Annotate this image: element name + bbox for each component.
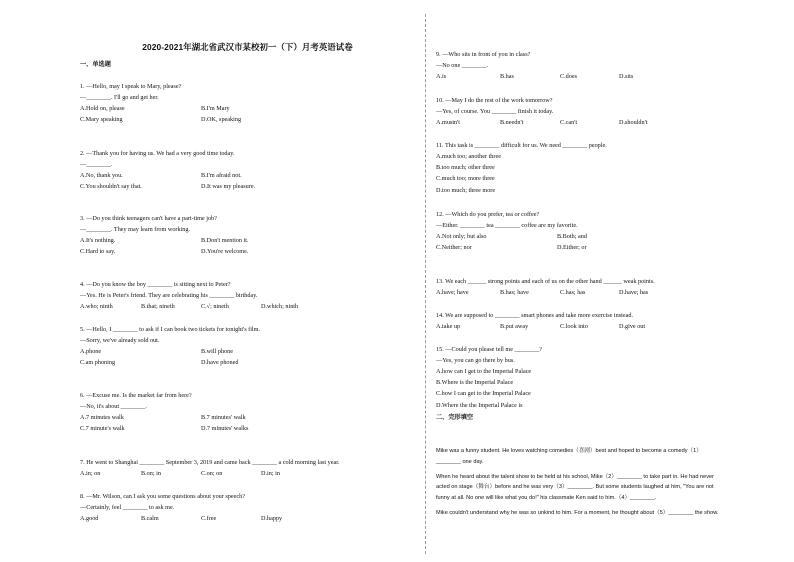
question-stem: 4. —Do you know the boy ________ is sitting next to Peter?: [80, 281, 231, 288]
options-row: [80, 170, 415, 181]
option-d[interactable]: D.It was my pleasure.: [201, 183, 256, 190]
options-row: [80, 181, 415, 192]
option-c[interactable]: C.Hard to say.: [80, 248, 116, 255]
option-b[interactable]: B.calm: [141, 515, 159, 522]
option-b[interactable]: B.has; have: [500, 289, 529, 296]
cloze-line: acted on stage（舞台）before and he was very（3）________. But some students laughed at him, "You are not: [436, 484, 714, 491]
question-8: [80, 491, 415, 524]
question-stem: —No, it's about ________.: [80, 403, 147, 410]
options-row: [80, 114, 415, 125]
option-b[interactable]: B.too much; other three: [436, 164, 495, 172]
cloze-passage: [436, 446, 776, 519]
option-c[interactable]: C.Mary speaking: [80, 116, 123, 123]
option-d[interactable]: D.happy: [261, 515, 283, 522]
question-stem: —________. I'll go and get her.: [80, 94, 159, 101]
option-d[interactable]: D.have phoned: [201, 359, 239, 366]
option-d[interactable]: D.Where the the Imperial Palace is: [436, 401, 523, 409]
option-c[interactable]: C.√; nineth: [201, 303, 229, 310]
question-11: [436, 140, 776, 196]
question-7: [80, 457, 415, 479]
question-12: [436, 209, 776, 253]
options-row: [80, 235, 415, 246]
question-stem: 10. —May I do the rest of the work tomorrow?: [436, 97, 553, 104]
question-stem: 12. —Which do you prefer, tea or coffee?: [436, 211, 540, 218]
question-stem: —Sorry, we've already sold out.: [80, 337, 160, 344]
option-a[interactable]: A.7 minutes walk: [80, 414, 124, 421]
option-a[interactable]: A.good: [80, 515, 99, 522]
option-c[interactable]: C.look into: [560, 323, 588, 330]
question-stem: 7. He went to Shanghai ________ September 3, 2019 and came back ________ a cold morning last year.: [80, 459, 340, 466]
option-d[interactable]: D.in; in: [261, 470, 280, 477]
options-row: [436, 71, 776, 82]
option-c[interactable]: C.free: [201, 515, 217, 522]
question-stem: 14. We are supposed to ________ smart phones and take more exercise instead.: [436, 312, 633, 319]
question-stem: —Yes. He is Peter's friend. They are celebrating his ________ birthday.: [80, 292, 258, 299]
question-stem: 13. We each ______ strong points and each of us on the other hand ______ weak points.: [436, 278, 655, 285]
question-3: [80, 213, 415, 257]
question-stem: 11. This task is ________ difficult for us. We need ________ people.: [436, 142, 607, 149]
option-c[interactable]: C.on; on: [201, 470, 223, 477]
right-column: [436, 0, 776, 562]
section-heading-cloze: 二、完形填空: [436, 414, 474, 421]
option-a[interactable]: A.much too; another three: [436, 153, 501, 160]
cloze-line: Mike couldn't understand why he was so unkind to him. For a moment, he thought about（5）________ the show.: [436, 509, 719, 516]
column-divider: [425, 14, 426, 554]
option-b[interactable]: B.needn't: [500, 119, 524, 126]
option-c[interactable]: C.Neither; nor: [436, 244, 472, 251]
option-b[interactable]: B.will phone: [201, 348, 233, 355]
question-2: [80, 148, 415, 192]
question-stem: —________.: [80, 161, 113, 168]
options-row: [80, 357, 415, 368]
option-d[interactable]: D.OK, speaking: [201, 116, 242, 123]
option-d[interactable]: D.You're welcome.: [201, 248, 249, 255]
option-c[interactable]: C.am phoning: [80, 359, 116, 366]
option-b[interactable]: B.Both; and: [557, 233, 587, 240]
question-5: [80, 324, 415, 368]
option-b[interactable]: B.I'm Mary: [201, 105, 230, 112]
option-a[interactable]: A.Hold on, please: [80, 105, 125, 112]
option-b[interactable]: B.Don't mention it.: [201, 237, 249, 244]
question-10: [436, 95, 776, 128]
option-a[interactable]: A.take up: [436, 323, 461, 330]
question-stem: 1. —Hello, may I speak to Mary, please?: [80, 83, 182, 90]
page-title: 2020-2021年湖北省武汉市某校初一（下）月考英语试卷: [142, 42, 353, 52]
option-a[interactable]: A.No, thank you.: [80, 172, 123, 179]
option-a[interactable]: A.how can I get to the Imperial Palace: [436, 368, 532, 375]
option-d[interactable]: D.give out: [619, 323, 646, 330]
option-b[interactable]: B.that; nineth: [141, 303, 175, 310]
cloze-line: funny at all. No one will like what you do!" his classmate Ken said to him.（4）________.: [436, 495, 657, 502]
question-stem: 8. —Mr. Wilson, can I ask you some questions about your speech?: [80, 493, 245, 500]
option-d[interactable]: D.sits: [619, 73, 634, 80]
options-row: [80, 346, 415, 357]
options-row: [80, 301, 415, 312]
question-1: [80, 81, 415, 125]
option-a[interactable]: A.have; have: [436, 289, 469, 296]
question-stem: 5. —Hello, I ________ to ask if I can book two tickets for tonight's film.: [80, 326, 261, 333]
option-d[interactable]: D.Either; or: [557, 244, 587, 251]
option-b[interactable]: B.on; in: [141, 470, 161, 477]
option-b[interactable]: B.has: [500, 73, 514, 80]
question-4: [80, 279, 415, 312]
option-a[interactable]: A.mustn't: [436, 119, 460, 126]
section-heading-single-choice: 一、单选题: [80, 61, 111, 68]
question-stem: —________. They may learn from working.: [80, 226, 191, 233]
question-stem: —Yes, of course. You ________ finish it today.: [436, 108, 554, 115]
options-row: [80, 103, 415, 114]
options-row: [436, 321, 776, 332]
option-d[interactable]: D.7 minutes' walks: [201, 425, 249, 432]
option-b[interactable]: B.7 minutes' walk: [201, 414, 246, 421]
option-b[interactable]: B.put away: [500, 323, 529, 330]
question-9: [436, 49, 776, 82]
cloze-line: When he heard about the talent show to be held at his school, Mike（2）________ to take part in. He had never: [436, 473, 714, 480]
option-c[interactable]: C.7 minute's walk: [80, 425, 125, 432]
options-row: [80, 246, 415, 257]
options-row: [80, 513, 415, 524]
option-d[interactable]: D.too much; three more: [436, 186, 496, 194]
question-stem: —Either. ________ tea ________ coffee are my favorite.: [436, 222, 578, 229]
left-column: [80, 0, 415, 562]
option-d[interactable]: D.have; has: [619, 289, 649, 296]
option-c[interactable]: C.much too; more three: [436, 175, 495, 183]
option-c[interactable]: C.how I can get to the Imperial Palace: [436, 390, 531, 398]
question-13: [436, 276, 776, 298]
option-b[interactable]: B.I'm afraid not.: [201, 172, 242, 179]
question-stem: 2. —Thank you for having us. We had a very good time today.: [80, 150, 235, 157]
question-stem: 15. —Could you please tell me ________?: [436, 346, 543, 353]
option-a[interactable]: A.in; on: [80, 470, 101, 477]
option-a[interactable]: A.who; ninth: [80, 303, 113, 310]
question-stem: 9. —Who sits in front of you in class?: [436, 51, 531, 58]
option-a[interactable]: A.It's nothing.: [80, 237, 116, 244]
option-c[interactable]: C.has; has: [560, 289, 586, 296]
cloze-line: ________ one day.: [436, 458, 484, 465]
options-row: [436, 231, 776, 242]
options-row: [80, 423, 415, 434]
options-row: [436, 242, 776, 253]
option-c[interactable]: C.can't: [560, 119, 578, 126]
option-a[interactable]: A.phone: [80, 348, 102, 355]
options-row: [80, 412, 415, 423]
question-stem: —Yes, you can go there by bus.: [436, 357, 515, 364]
option-a[interactable]: A.is: [436, 73, 447, 80]
option-d[interactable]: D.which; ninth: [261, 303, 299, 310]
options-row: [436, 287, 776, 298]
question-15: [436, 344, 776, 411]
options-row: [80, 468, 415, 479]
question-14: [436, 310, 776, 332]
option-c[interactable]: C.does: [560, 73, 578, 80]
cloze-line: Mike was a funny student. He loves watching comedies（喜剧）best and hoped to become a comedy（1）: [436, 448, 702, 454]
options-row: [436, 117, 776, 128]
option-b[interactable]: B.Where is the Imperial Palace: [436, 379, 514, 387]
question-stem: —No one ________.: [436, 62, 489, 69]
question-6: [80, 390, 415, 434]
option-d[interactable]: D.shouldn't: [619, 119, 648, 126]
question-stem: —Certainly, feel ________ to ask me.: [80, 504, 175, 511]
question-stem: 3. —Do you think teenagers can't have a part-time job?: [80, 215, 217, 222]
option-c[interactable]: C.You shouldn't say that.: [80, 183, 142, 190]
option-a[interactable]: A.Not only; but also: [436, 233, 487, 240]
question-stem: 6. —Excuse me. Is the market far from here?: [80, 392, 192, 399]
